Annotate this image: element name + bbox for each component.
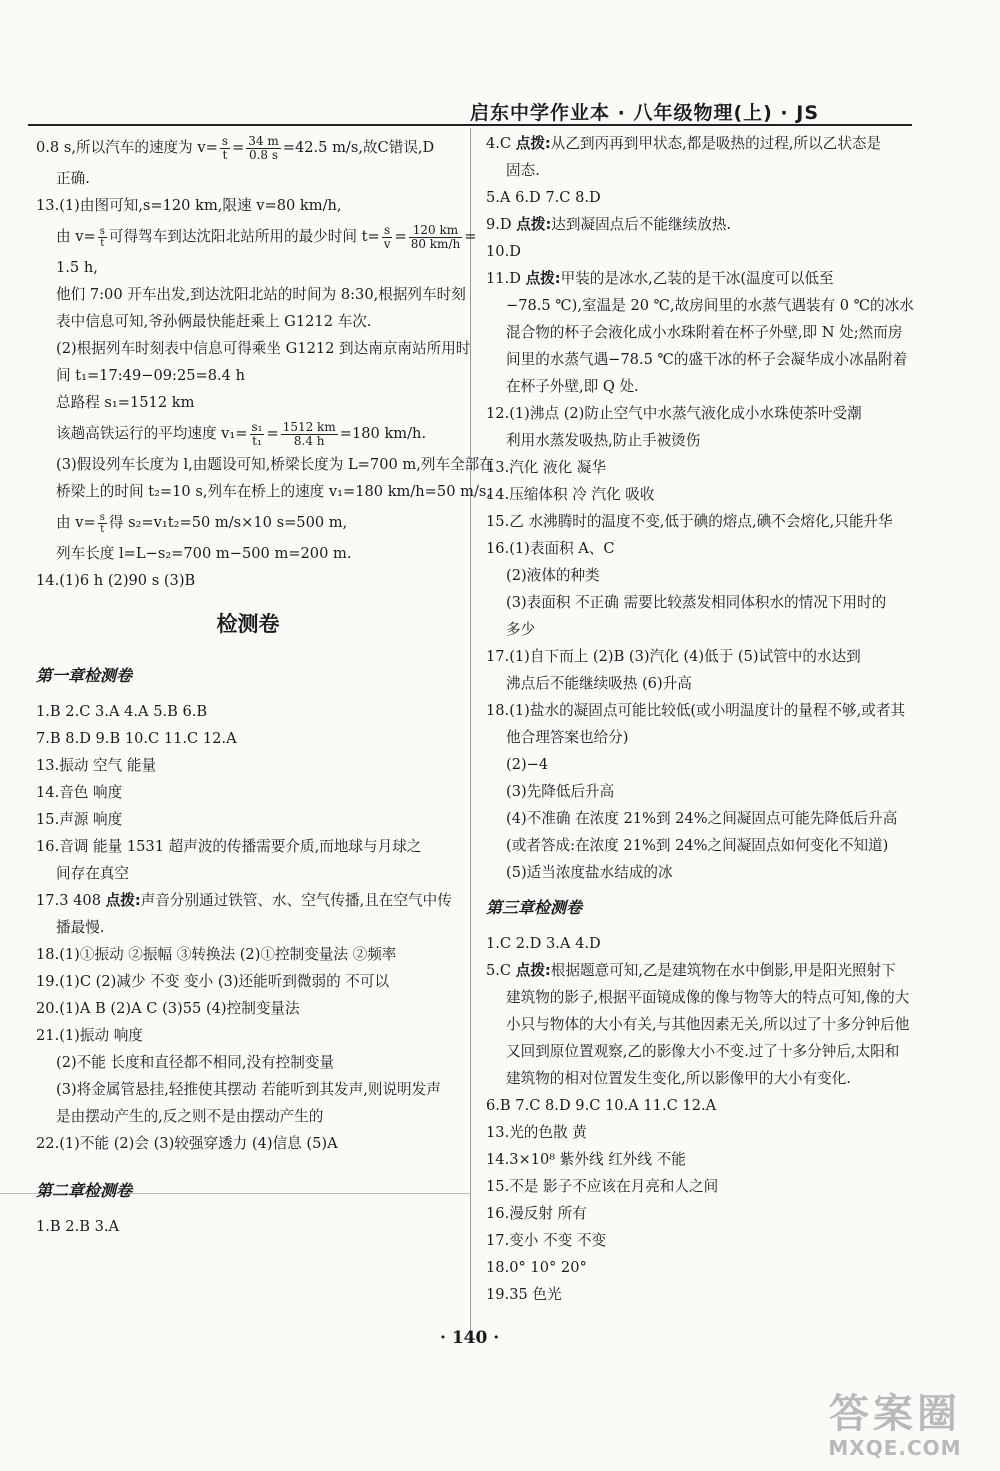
text-line: 17.变小 不变 不变 (486, 1232, 607, 1249)
text-line: 12.(1)沸点 (2)防止空气中水蒸气液化成小水珠使茶叶受潮 (486, 405, 862, 422)
page-number: · 140 · (440, 1328, 500, 1348)
text-line: 13.汽化 液化 凝华 (486, 459, 607, 476)
text-line: 15.不是 影子不应该在月亮和人之间 (486, 1178, 719, 1195)
chapter-heading: 第二章检测卷 (36, 1181, 133, 1200)
text-line: (4)不准确 在浓度 21%到 24%之间凝固点可能先降低后升高 (506, 810, 898, 827)
text-line: 15.乙 水沸腾时的温度不变,低于碘的熔点,碘不会熔化,只能升华 (486, 513, 893, 530)
text-line: (3)假设列车长度为 l,由题设可知,桥梁长度为 L=700 m,列车全部在 (56, 456, 494, 473)
chapter-heading: 第一章检测卷 (36, 666, 133, 685)
column-divider (470, 128, 471, 1343)
text-line: 间存在真空 (56, 865, 129, 882)
text-line: (2)不能 长度和直径都不相同,没有控制变量 (56, 1054, 335, 1071)
text-line: 由 v= $\frac{s}{t}$ 得 s₂=v₁t₂=50 m/s×10 s=500 m, (56, 511, 348, 535)
text-line: 建筑物的影子,根据平面镜成像的像与物等大的特点可知,像的大 (506, 989, 910, 1006)
text-line: 20.(1)A B (2)A C (3)55 (4)控制变量法 (36, 1000, 300, 1017)
text-line: (3)先降低后升高 (506, 783, 615, 800)
text-line: 16.漫反射 所有 (486, 1205, 587, 1222)
text-line: 16.音调 能量 1531 超声波的传播需要介质,而地球与月球之 (36, 838, 422, 855)
text-line: (5)适当浓度盐水结成的冰 (506, 864, 673, 881)
header-rule (28, 124, 912, 126)
page-header: 启东中学作业本 · 八年级物理(上) · JS (470, 102, 820, 124)
text-line: 17.3 408 点拨:声音分别通过铁管、水、空气传播,且在空气中传 (36, 892, 452, 909)
text-line: 15.声源 响度 (36, 811, 123, 828)
text-line: 小只与物体的大小有关,与其他因素无关,所以过了十多分钟后他 (506, 1016, 910, 1033)
text-line: 桥梁上的时间 t₂=10 s,列车在桥上的速度 v₁=180 km/h=50 m/s, (56, 483, 492, 500)
text-line: 利用水蒸发吸热,防止手被烫伤 (506, 432, 701, 449)
chapter-heading: 第三章检测卷 (486, 898, 583, 917)
text-line: 正确. (56, 170, 90, 187)
left-column (36, 130, 494, 1240)
text-line: 13.振动 空气 能量 (36, 757, 157, 774)
watermark-text: 答案圈 (829, 1391, 961, 1437)
text-line: 22.(1)不能 (2)会 (3)较强穿透力 (4)信息 (5)A (36, 1135, 338, 1152)
text-line: (2)−4 (506, 756, 549, 773)
text-line: 沸点后不能继续吸热 (6)升高 (506, 675, 692, 692)
text-line: (2)根据列车时刻表中信息可得乘坐 G1212 到达南京南站所用时 (56, 340, 471, 357)
text-line: 7.B 8.D 9.B 10.C 11.C 12.A (36, 730, 237, 747)
text-line: 9.D 点拨:达到凝固点后不能继续放热. (486, 216, 732, 233)
right-column (486, 130, 914, 1308)
text-line: 他合理答案也给分) (506, 729, 629, 746)
text-line: 1.B 2.C 3.A 4.A 5.B 6.B (36, 703, 208, 720)
text-line: 11.D 点拨:甲装的是冰水,乙装的是干冰(温度可以低至 (486, 270, 834, 287)
text-line: 间里的水蒸气遇−78.5 ℃的盛干冰的杯子会凝华成小冰晶附着 (506, 351, 908, 368)
text-line: 18.(1)①振动 ②振幅 ③转换法 (2)①控制变量法 ②频率 (36, 946, 397, 963)
text-line: 混合物的杯子会液化成小水珠附着在杯子外壁,即 N 处;然而房 (506, 324, 903, 341)
text-line: 在杯子外壁,即 Q 处. (506, 378, 639, 395)
text-line: 多少 (506, 621, 536, 638)
text-line: 10.D (486, 243, 521, 260)
text-line: 该趟高铁运行的平均速度 v₁= $\frac{\text{s₁}}{\text{t₁}}$ = $\frac{1512 km}{8.4 h}$ =180 km/h. (56, 419, 427, 448)
text-line: 1.5 h, (56, 259, 98, 276)
text-line: 14.压缩体积 冷 汽化 吸收 (486, 486, 655, 503)
text-line: 间 t₁=17:49−09:25=8.4 h (56, 367, 245, 384)
section-title: 检测卷 (216, 612, 280, 636)
text-line: 14.3×10⁸ 紫外线 红外线 不能 (486, 1151, 686, 1168)
text-line: 是由摆动产生的,反之则不是由摆动产生的 (56, 1108, 324, 1125)
text-line: 19.(1)C (2)减少 不变 变小 (3)还能听到微弱的 不可以 (36, 973, 390, 990)
text-line: 14.音色 响度 (36, 784, 123, 801)
text-line: (3)表面积 不正确 需要比较蒸发相同体积水的情况下用时的 (506, 594, 887, 611)
text-line: 0.8 s,所以汽车的速度为 v= $\frac{s}{t}$ = $\frac{34 m}{0.8 s}$ =42.5 m/s,故C错误,D (36, 133, 435, 162)
text-line: 13.光的色散 黄 (486, 1124, 587, 1141)
text-line: 又回到原位置观察,乙的影像大小不变.过了十多分钟后,太阳和 (506, 1043, 900, 1060)
watermark-url: MXQE.COM (828, 1436, 962, 1460)
text-line: 14.(1)6 h (2)90 s (3)B (36, 572, 196, 589)
text-line: (3)将金属管悬挂,轻推使其摆动 若能听到其发声,则说明发声 (56, 1081, 441, 1098)
text-line: 17.(1)自下而上 (2)B (3)汽化 (4)低于 (5)试管中的水达到 (486, 648, 861, 665)
text-line: 5.C 点拨:根据题意可知,乙是建筑物在水中倒影,甲是阳光照射下 (486, 962, 896, 979)
text-line: 1.B 2.B 3.A (36, 1218, 120, 1235)
text-line: 列车长度 l=L−s₂=700 m−500 m=200 m. (56, 545, 352, 562)
text-line: 1.C 2.D 3.A 4.D (486, 935, 601, 952)
text-line: 由 v= $\frac{s}{t}$ 可得驾车到达沈阳北站所用的最少时间 t= $\frac{s}{v}$ = $\frac{120 km}{80 km/h}$ = (56, 222, 477, 251)
text-line: 18.0° 10° 20° (486, 1259, 587, 1276)
text-line: 6.B 7.C 8.D 9.C 10.A 11.C 12.A (486, 1097, 717, 1114)
text-line: 13.(1)由图可知,s=120 km,限速 v=80 km/h, (36, 197, 342, 214)
text-line: 播最慢. (56, 919, 105, 936)
text-line: (或者答成:在浓度 21%到 24%之间凝固点如何变化不知道) (506, 837, 889, 854)
text-line: 表中信息可知,爷孙俩最快能赶乘上 G1212 车次. (56, 313, 372, 330)
text-line: 21.(1)振动 响度 (36, 1027, 143, 1044)
text-line: 5.A 6.D 7.C 8.D (486, 189, 601, 206)
text-line: 他们 7:00 开车出发,到达沈阳北站的时间为 8:30,根据列车时刻 (56, 286, 466, 303)
text-line: 4.C 点拨:从乙到丙再到甲状态,都是吸热的过程,所以乙状态是 (486, 135, 882, 152)
text-line: 16.(1)表面积 A、C (486, 540, 615, 557)
text-line: 19.35 色光 (486, 1286, 562, 1303)
text-line: 固态. (506, 162, 540, 179)
text-line: 建筑物的相对位置发生变化,所以影像甲的大小有变化. (506, 1070, 851, 1087)
text-line: 18.(1)盐水的凝固点可能比较低(或小明温度计的量程不够,或者其 (486, 702, 906, 719)
text-line: −78.5 ℃),室温是 20 ℃,故房间里的水蒸气遇装有 0 ℃的冰水 (506, 297, 914, 314)
text-line: (2)液体的种类 (506, 567, 600, 584)
text-line: 总路程 s₁=1512 km (56, 394, 195, 411)
watermark-logo (800, 1392, 990, 1460)
